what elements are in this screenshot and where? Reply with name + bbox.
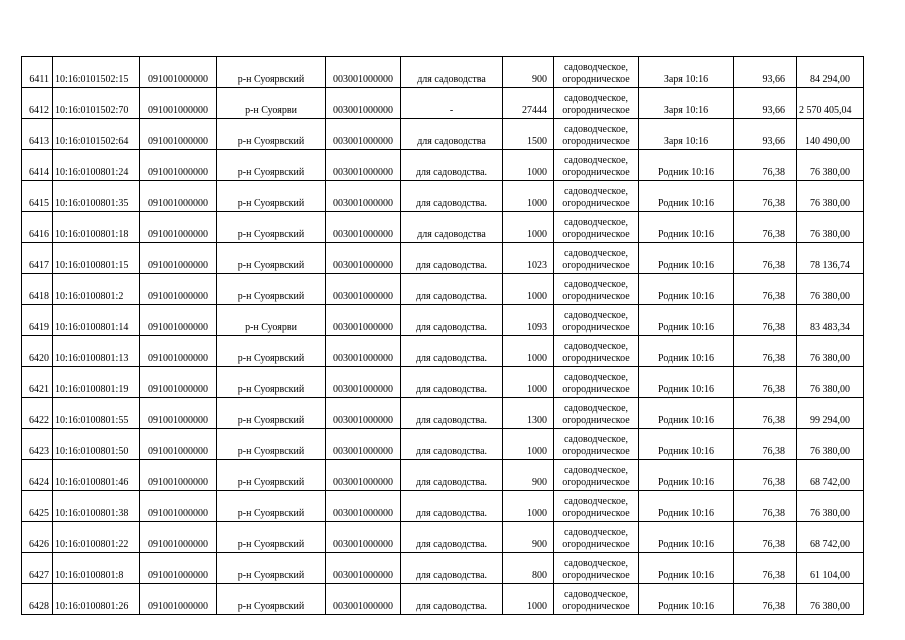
cadastral-number-cell: 10:16:0100801:18 <box>53 212 140 243</box>
land-use-line-2: огородническое <box>562 384 630 395</box>
okato-code-cell: 091001000000 <box>140 212 217 243</box>
okato-code-cell: 091001000000 <box>140 460 217 491</box>
valuation-zone-cell: Родник 10:16 <box>639 150 734 181</box>
district-cell: р-н Суоярвский <box>217 243 326 274</box>
permitted-use-cell: для садоводства. <box>401 243 503 274</box>
unit-price-cell: 76,38 <box>734 305 797 336</box>
area-cell: 1023 <box>503 243 554 274</box>
land-use-category-cell <box>554 367 639 398</box>
land-use-category-cell <box>554 88 639 119</box>
land-use-line-1: садоводческое, <box>563 527 629 538</box>
valuation-zone-cell: Родник 10:16 <box>639 522 734 553</box>
district-cell: р-н Суоярви <box>217 88 326 119</box>
okato-code-cell: 091001000000 <box>140 305 217 336</box>
area-cell: 1000 <box>503 212 554 243</box>
valuation-zone-cell: Родник 10:16 <box>639 181 734 212</box>
oktmo-code-cell: 003001000000 <box>326 305 401 336</box>
unit-price-cell: 76,38 <box>734 460 797 491</box>
land-use-line-1: садоводческое, <box>563 496 629 507</box>
land-use-line-2: огородническое <box>562 198 630 209</box>
permitted-use-cell: для садоводства. <box>401 553 503 584</box>
okato-code-cell: 091001000000 <box>140 429 217 460</box>
valuation-zone-cell: Родник 10:16 <box>639 491 734 522</box>
table-body <box>22 57 864 615</box>
permitted-use-cell: для садоводства. <box>401 491 503 522</box>
cadastral-number-cell: 10:16:0100801:13 <box>53 336 140 367</box>
permitted-use-cell: для садоводства. <box>401 398 503 429</box>
land-use-line-2: огородническое <box>562 229 630 240</box>
row-number-cell: 6418 <box>22 274 53 305</box>
cadastral-value-cell: 76 380,00 <box>797 336 864 367</box>
land-use-line-2: огородническое <box>562 508 630 519</box>
unit-price-cell: 76,38 <box>734 212 797 243</box>
okato-code-cell: 091001000000 <box>140 150 217 181</box>
area-cell: 800 <box>503 553 554 584</box>
district-cell: р-н Суоярвский <box>217 584 326 615</box>
cadastral-number-cell: 10:16:0100801:24 <box>53 150 140 181</box>
row-number-cell: 6415 <box>22 181 53 212</box>
cadastral-number-cell: 10:16:0100801:19 <box>53 367 140 398</box>
area-cell: 27444 <box>503 88 554 119</box>
land-use-line-1: садоводческое, <box>563 589 629 600</box>
permitted-use-cell: для садоводства <box>401 57 503 88</box>
permitted-use-cell: для садоводства. <box>401 150 503 181</box>
cadastral-value-cell: 78 136,74 <box>797 243 864 274</box>
okato-code-cell: 091001000000 <box>140 367 217 398</box>
oktmo-code-cell: 003001000000 <box>326 274 401 305</box>
district-cell: р-н Суоярвский <box>217 398 326 429</box>
permitted-use-cell: для садоводства. <box>401 181 503 212</box>
area-cell: 1000 <box>503 181 554 212</box>
table-row <box>22 181 864 212</box>
land-use-line-1: садоводческое, <box>563 217 629 228</box>
cadastral-value-cell: 76 380,00 <box>797 274 864 305</box>
valuation-zone-cell: Родник 10:16 <box>639 243 734 274</box>
land-use-line-2: огородническое <box>562 446 630 457</box>
okato-code-cell: 091001000000 <box>140 57 217 88</box>
district-cell: р-н Суоярвский <box>217 460 326 491</box>
land-use-category-cell <box>554 398 639 429</box>
district-cell: р-н Суоярвский <box>217 429 326 460</box>
unit-price-cell: 76,38 <box>734 584 797 615</box>
unit-price-cell: 76,38 <box>734 150 797 181</box>
valuation-zone-cell: Родник 10:16 <box>639 584 734 615</box>
table-row <box>22 491 864 522</box>
permitted-use-cell: для садоводства. <box>401 460 503 491</box>
okato-code-cell: 091001000000 <box>140 584 217 615</box>
district-cell: р-н Суоярвский <box>217 336 326 367</box>
row-number-cell: 6425 <box>22 491 53 522</box>
unit-price-cell: 76,38 <box>734 522 797 553</box>
area-cell: 1000 <box>503 150 554 181</box>
cadastral-value-cell: 99 294,00 <box>797 398 864 429</box>
valuation-zone-cell: Родник 10:16 <box>639 398 734 429</box>
row-number-cell: 6428 <box>22 584 53 615</box>
area-cell: 900 <box>503 522 554 553</box>
district-cell: р-н Суоярвский <box>217 150 326 181</box>
area-cell: 1300 <box>503 398 554 429</box>
oktmo-code-cell: 003001000000 <box>326 491 401 522</box>
okato-code-cell: 091001000000 <box>140 119 217 150</box>
table-row <box>22 88 864 119</box>
unit-price-cell: 76,38 <box>734 367 797 398</box>
land-use-category-cell <box>554 336 639 367</box>
area-cell: 1093 <box>503 305 554 336</box>
table-row <box>22 553 864 584</box>
oktmo-code-cell: 003001000000 <box>326 460 401 491</box>
land-use-category-cell <box>554 491 639 522</box>
oktmo-code-cell: 003001000000 <box>326 398 401 429</box>
table-row <box>22 522 864 553</box>
cadastral-number-cell: 10:16:0100801:8 <box>53 553 140 584</box>
oktmo-code-cell: 003001000000 <box>326 522 401 553</box>
valuation-zone-cell: Родник 10:16 <box>639 553 734 584</box>
okato-code-cell: 091001000000 <box>140 398 217 429</box>
okato-code-cell: 091001000000 <box>140 181 217 212</box>
cadastral-value-cell: 140 490,00 <box>797 119 864 150</box>
land-use-category-cell <box>554 150 639 181</box>
district-cell: р-н Суоярвский <box>217 553 326 584</box>
unit-price-cell: 93,66 <box>734 88 797 119</box>
cadastral-number-cell: 10:16:0100801:15 <box>53 243 140 274</box>
land-use-line-2: огородническое <box>562 260 630 271</box>
table-row <box>22 243 864 274</box>
table-row <box>22 336 864 367</box>
table-row <box>22 119 864 150</box>
permitted-use-cell: для садоводства. <box>401 429 503 460</box>
land-use-category-cell <box>554 553 639 584</box>
land-use-line-2: огородническое <box>562 136 630 147</box>
cadastral-value-cell: 76 380,00 <box>797 491 864 522</box>
okato-code-cell: 091001000000 <box>140 336 217 367</box>
district-cell: р-н Суоярвский <box>217 119 326 150</box>
land-use-line-2: огородническое <box>562 601 630 612</box>
row-number-cell: 6412 <box>22 88 53 119</box>
okato-code-cell: 091001000000 <box>140 553 217 584</box>
land-use-line-1: садоводческое, <box>563 310 629 321</box>
row-number-cell: 6413 <box>22 119 53 150</box>
land-use-line-2: огородническое <box>562 415 630 426</box>
cadastral-number-cell: 10:16:0100801:2 <box>53 274 140 305</box>
permitted-use-cell: для садоводства. <box>401 274 503 305</box>
land-use-line-2: огородническое <box>562 570 630 581</box>
cadastral-value-cell: 84 294,00 <box>797 57 864 88</box>
land-use-line-1: садоводческое, <box>563 434 629 445</box>
land-use-line-1: садоводческое, <box>563 372 629 383</box>
cadastral-value-cell: 76 380,00 <box>797 212 864 243</box>
land-use-line-2: огородническое <box>562 539 630 550</box>
row-number-cell: 6419 <box>22 305 53 336</box>
district-cell: р-н Суоярвский <box>217 491 326 522</box>
valuation-zone-cell: Заря 10:16 <box>639 119 734 150</box>
area-cell: 900 <box>503 57 554 88</box>
table-row <box>22 429 864 460</box>
row-number-cell: 6424 <box>22 460 53 491</box>
unit-price-cell: 93,66 <box>734 57 797 88</box>
land-use-line-1: садоводческое, <box>563 155 629 166</box>
cadastral-value-cell: 76 380,00 <box>797 429 864 460</box>
land-use-line-1: садоводческое, <box>563 341 629 352</box>
oktmo-code-cell: 003001000000 <box>326 119 401 150</box>
cadastral-value-cell: 76 380,00 <box>797 367 864 398</box>
table-row <box>22 398 864 429</box>
oktmo-code-cell: 003001000000 <box>326 57 401 88</box>
valuation-zone-cell: Родник 10:16 <box>639 212 734 243</box>
oktmo-code-cell: 003001000000 <box>326 88 401 119</box>
land-use-line-2: огородническое <box>562 74 630 85</box>
table-row <box>22 57 864 88</box>
unit-price-cell: 76,38 <box>734 274 797 305</box>
cadastral-value-cell: 83 483,34 <box>797 305 864 336</box>
cadastral-number-cell: 10:16:0100801:46 <box>53 460 140 491</box>
okato-code-cell: 091001000000 <box>140 491 217 522</box>
valuation-zone-cell: Заря 10:16 <box>639 88 734 119</box>
unit-price-cell: 93,66 <box>734 119 797 150</box>
land-use-category-cell <box>554 460 639 491</box>
permitted-use-cell: - <box>401 88 503 119</box>
permitted-use-cell: для садоводства. <box>401 522 503 553</box>
oktmo-code-cell: 003001000000 <box>326 243 401 274</box>
land-use-line-2: огородническое <box>562 322 630 333</box>
unit-price-cell: 76,38 <box>734 398 797 429</box>
permitted-use-cell: для садоводства <box>401 119 503 150</box>
area-cell: 1000 <box>503 367 554 398</box>
cadastral-number-cell: 10:16:0101502:64 <box>53 119 140 150</box>
row-number-cell: 6422 <box>22 398 53 429</box>
area-cell: 900 <box>503 460 554 491</box>
land-use-line-2: огородническое <box>562 105 630 116</box>
land-use-line-1: садоводческое, <box>563 403 629 414</box>
district-cell: р-н Суоярвский <box>217 274 326 305</box>
permitted-use-cell: для садоводства <box>401 212 503 243</box>
oktmo-code-cell: 003001000000 <box>326 336 401 367</box>
row-number-cell: 6414 <box>22 150 53 181</box>
cadastral-value-cell: 76 380,00 <box>797 150 864 181</box>
row-number-cell: 6426 <box>22 522 53 553</box>
table-row <box>22 212 864 243</box>
row-number-cell: 6423 <box>22 429 53 460</box>
okato-code-cell: 091001000000 <box>140 274 217 305</box>
land-use-line-2: огородническое <box>562 477 630 488</box>
table-row <box>22 305 864 336</box>
valuation-zone-cell: Родник 10:16 <box>639 274 734 305</box>
cadastral-number-cell: 10:16:0100801:26 <box>53 584 140 615</box>
area-cell: 1000 <box>503 336 554 367</box>
valuation-zone-cell: Родник 10:16 <box>639 336 734 367</box>
land-use-line-1: садоводческое, <box>563 186 629 197</box>
unit-price-cell: 76,38 <box>734 243 797 274</box>
table-row <box>22 584 864 615</box>
cadastral-number-cell: 10:16:0100801:38 <box>53 491 140 522</box>
okato-code-cell: 091001000000 <box>140 522 217 553</box>
land-use-line-1: садоводческое, <box>563 558 629 569</box>
cadastral-value-cell: 76 380,00 <box>797 584 864 615</box>
district-cell: р-н Суоярви <box>217 305 326 336</box>
land-use-category-cell <box>554 584 639 615</box>
valuation-zone-cell: Родник 10:16 <box>639 460 734 491</box>
table-row <box>22 274 864 305</box>
land-use-category-cell <box>554 119 639 150</box>
cadastral-number-cell: 10:16:0101502:15 <box>53 57 140 88</box>
cadastral-number-cell: 10:16:0100801:50 <box>53 429 140 460</box>
unit-price-cell: 76,38 <box>734 429 797 460</box>
oktmo-code-cell: 003001000000 <box>326 212 401 243</box>
unit-price-cell: 76,38 <box>734 181 797 212</box>
land-use-line-1: садоводческое, <box>563 93 629 104</box>
unit-price-cell: 76,38 <box>734 336 797 367</box>
table-row <box>22 367 864 398</box>
area-cell: 1000 <box>503 584 554 615</box>
row-number-cell: 6416 <box>22 212 53 243</box>
oktmo-code-cell: 003001000000 <box>326 584 401 615</box>
cadastral-value-cell: 68 742,00 <box>797 522 864 553</box>
cadastral-number-cell: 10:16:0100801:22 <box>53 522 140 553</box>
land-use-line-1: садоводческое, <box>563 248 629 259</box>
land-registry-table <box>21 56 864 615</box>
valuation-zone-cell: Родник 10:16 <box>639 305 734 336</box>
valuation-zone-cell: Родник 10:16 <box>639 367 734 398</box>
district-cell: р-н Суоярвский <box>217 181 326 212</box>
permitted-use-cell: для садоводства. <box>401 305 503 336</box>
oktmo-code-cell: 003001000000 <box>326 150 401 181</box>
row-number-cell: 6411 <box>22 57 53 88</box>
table-row <box>22 460 864 491</box>
area-cell: 1000 <box>503 491 554 522</box>
okato-code-cell: 091001000000 <box>140 88 217 119</box>
district-cell: р-н Суоярвский <box>217 522 326 553</box>
land-use-line-2: огородническое <box>562 353 630 364</box>
land-use-line-1: садоводческое, <box>563 465 629 476</box>
cadastral-number-cell: 10:16:0100801:35 <box>53 181 140 212</box>
oktmo-code-cell: 003001000000 <box>326 553 401 584</box>
area-cell: 1000 <box>503 274 554 305</box>
unit-price-cell: 76,38 <box>734 491 797 522</box>
cadastral-value-cell: 2 570 405,04 <box>797 88 864 119</box>
land-use-category-cell <box>554 522 639 553</box>
land-use-category-cell <box>554 243 639 274</box>
permitted-use-cell: для садоводства. <box>401 336 503 367</box>
permitted-use-cell: для садоводства. <box>401 367 503 398</box>
row-number-cell: 6427 <box>22 553 53 584</box>
land-use-category-cell <box>554 212 639 243</box>
area-cell: 1500 <box>503 119 554 150</box>
cadastral-number-cell: 10:16:0100801:14 <box>53 305 140 336</box>
land-use-line-1: садоводческое, <box>563 62 629 73</box>
district-cell: р-н Суоярвский <box>217 212 326 243</box>
oktmo-code-cell: 003001000000 <box>326 429 401 460</box>
row-number-cell: 6421 <box>22 367 53 398</box>
unit-price-cell: 76,38 <box>734 553 797 584</box>
cadastral-number-cell: 10:16:0101502:70 <box>53 88 140 119</box>
district-cell: р-н Суоярвский <box>217 367 326 398</box>
oktmo-code-cell: 003001000000 <box>326 367 401 398</box>
land-use-category-cell <box>554 305 639 336</box>
cadastral-value-cell: 68 742,00 <box>797 460 864 491</box>
row-number-cell: 6417 <box>22 243 53 274</box>
land-use-line-1: садоводческое, <box>563 124 629 135</box>
land-use-line-1: садоводческое, <box>563 279 629 290</box>
oktmo-code-cell: 003001000000 <box>326 181 401 212</box>
land-use-category-cell <box>554 274 639 305</box>
valuation-zone-cell: Заря 10:16 <box>639 57 734 88</box>
row-number-cell: 6420 <box>22 336 53 367</box>
area-cell: 1000 <box>503 429 554 460</box>
land-use-category-cell <box>554 429 639 460</box>
land-use-line-2: огородническое <box>562 291 630 302</box>
cadastral-value-cell: 76 380,00 <box>797 181 864 212</box>
permitted-use-cell: для садоводства. <box>401 584 503 615</box>
valuation-zone-cell: Родник 10:16 <box>639 429 734 460</box>
land-use-category-cell <box>554 57 639 88</box>
cadastral-number-cell: 10:16:0100801:55 <box>53 398 140 429</box>
district-cell: р-н Суоярвский <box>217 57 326 88</box>
cadastral-value-cell: 61 104,00 <box>797 553 864 584</box>
land-use-category-cell <box>554 181 639 212</box>
land-use-line-2: огородническое <box>562 167 630 178</box>
okato-code-cell: 091001000000 <box>140 243 217 274</box>
table-row <box>22 150 864 181</box>
